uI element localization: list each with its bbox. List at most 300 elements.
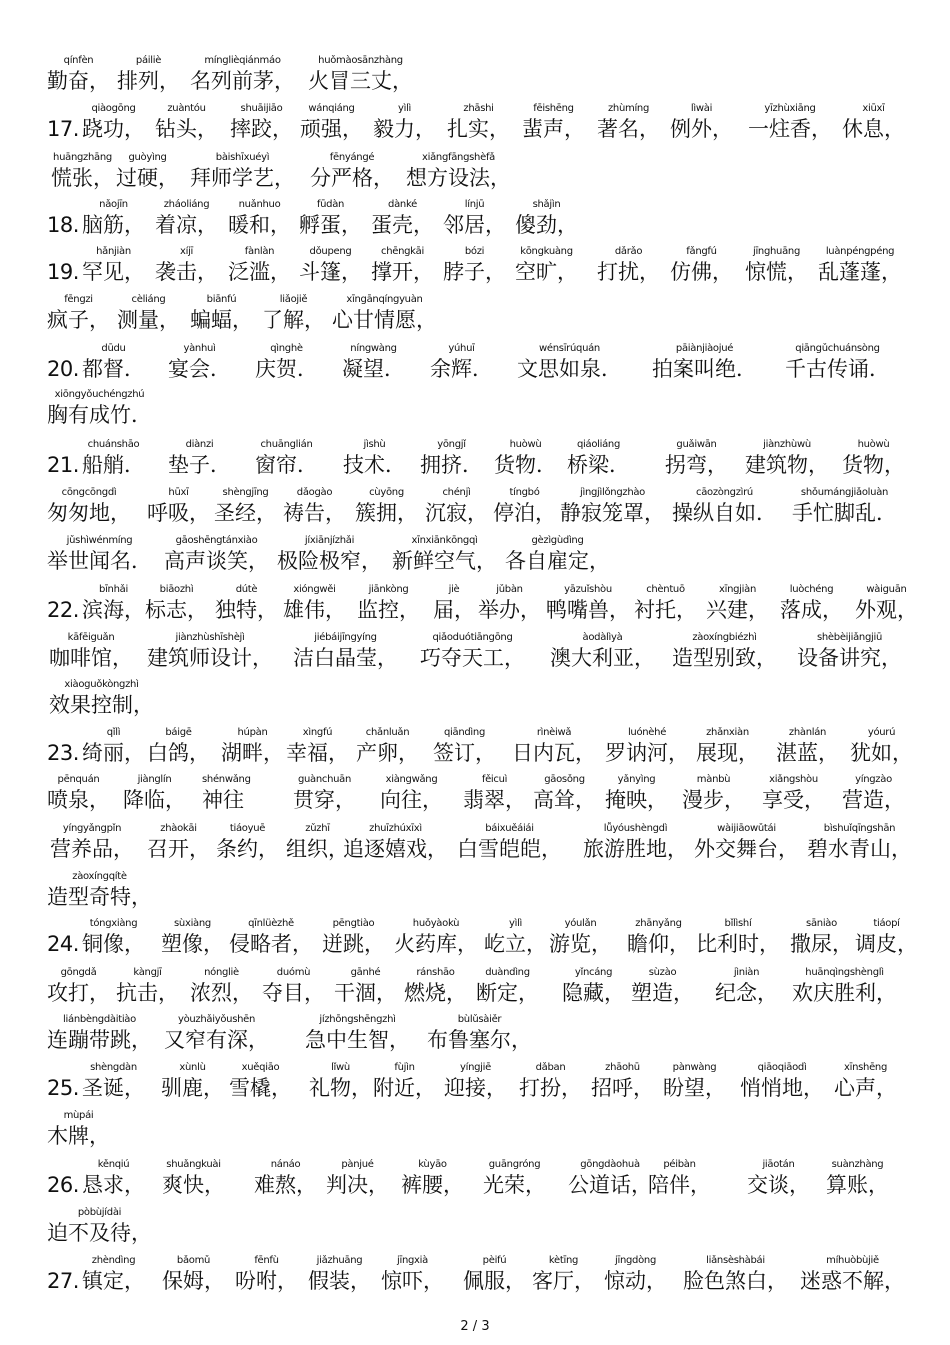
vocab-word [147, 823, 210, 861]
vocab-word [672, 487, 777, 525]
vocab-word [696, 918, 780, 956]
pinyin: jiànzhùwù [763, 439, 811, 450]
pinyin: kùyāo [418, 1159, 447, 1170]
vocab-word [560, 487, 665, 525]
item-number: 23. [47, 741, 79, 765]
vocab-word [116, 152, 179, 190]
pinyin: dǎban [535, 1062, 566, 1073]
vocab-word [404, 967, 467, 1005]
vocab-word [255, 343, 318, 381]
vocab-word [286, 727, 349, 765]
vocab-word [433, 584, 475, 622]
pinyin: zàoxíngqítè [72, 871, 127, 882]
vocab-word [785, 343, 890, 381]
vocab-word [549, 918, 612, 956]
vocab-word [229, 1062, 292, 1100]
hanzi: 蜚声， [522, 117, 585, 141]
pinyin: lǚyóushèngdì [603, 823, 668, 834]
pinyin: shèngdàn [90, 1062, 137, 1073]
pinyin: rìnèiwǎ [536, 727, 572, 738]
hanzi: 拐弯， [665, 453, 728, 477]
vocab-word [842, 103, 905, 141]
vocab-word [82, 584, 145, 622]
vocab-word [380, 774, 443, 812]
pinyin: xiàoguǒkòngzhì [64, 679, 139, 690]
vocab-word [164, 1014, 269, 1052]
pinyin: fēnfù [254, 1255, 279, 1266]
pinyin: huòwù [857, 439, 890, 450]
pinyin: shuǎngkuài [166, 1159, 221, 1170]
pinyin: fànlàn [244, 246, 275, 257]
hanzi: 降临， [123, 788, 186, 812]
hanzi: 白雪皑皑， [457, 837, 562, 861]
hanzi: 孵蛋， [299, 213, 362, 237]
pinyin: pòbùjídài [77, 1207, 122, 1218]
text-line [0, 1197, 950, 1245]
pinyin: huǒmàosānzhàng [318, 55, 403, 66]
pinyin: yāzuǐshòu [564, 584, 612, 595]
vocab-word [605, 727, 689, 765]
hanzi: 难熬， [254, 1173, 317, 1197]
hanzi: 附近， [373, 1076, 436, 1100]
vocab-word [807, 823, 912, 861]
vocab-word [299, 246, 362, 284]
vocab-word [463, 774, 526, 812]
hanzi: 泛滥， [228, 260, 291, 284]
hanzi: 光荣， [483, 1173, 546, 1197]
vocab-word [792, 967, 897, 1005]
vocab-word [262, 967, 325, 1005]
hanzi: 塑像， [161, 932, 224, 956]
pinyin: fěicuì [481, 774, 508, 785]
vocab-word [745, 246, 808, 284]
hanzi: 掩映， [605, 788, 668, 812]
pinyin: guāngróng [488, 1159, 541, 1170]
hanzi: 窗帘． [255, 453, 318, 477]
pinyin: duàndìng [485, 967, 530, 978]
hanzi: 日内瓦， [512, 741, 596, 765]
hanzi: 撑开， [371, 260, 434, 284]
vocab-word [522, 103, 585, 141]
vocab-word [604, 1255, 667, 1293]
pinyin: qiāngǔchuánsòng [795, 343, 880, 354]
vocab-word [343, 439, 406, 477]
text-line [0, 957, 950, 1005]
hanzi: 驯鹿， [161, 1076, 224, 1100]
hanzi: 神往 [202, 788, 244, 812]
vocab-word [493, 487, 556, 525]
hanzi: 呼吸， [147, 501, 210, 525]
vocab-word [790, 918, 853, 956]
vocab-word [672, 632, 777, 670]
vocab-word [168, 343, 231, 381]
pinyin: jiāotán [762, 1159, 795, 1170]
pinyin: hǎnjiàn [96, 246, 131, 257]
text-line [0, 1004, 950, 1052]
hanzi: 余辉． [430, 357, 493, 381]
pinyin: qiāoqiāodì [757, 1062, 807, 1073]
pinyin: báixuěáiái [485, 823, 534, 834]
vocab-word [663, 1062, 726, 1100]
hanzi: 千古传诵． [785, 357, 890, 381]
hanzi: 顽强， [300, 117, 363, 141]
hanzi: 鸭嘴兽， [546, 598, 630, 622]
pinyin: cùyōng [369, 487, 404, 498]
hanzi: 名列前茅， [190, 69, 295, 93]
vocab-word [155, 103, 218, 141]
vocab-word [665, 439, 728, 477]
pinyin: chénjì [442, 487, 471, 498]
hanzi: 急中生智， [305, 1028, 410, 1052]
hanzi: 外交舞台， [694, 837, 799, 861]
vocab-word [343, 823, 448, 861]
vocab-word [494, 439, 557, 477]
hanzi: 圣诞， [82, 1076, 145, 1100]
pinyin: xìngfú [302, 727, 333, 738]
vocab-word [47, 389, 152, 427]
hanzi: 惊动， [604, 1269, 667, 1293]
pinyin: mànbù [696, 774, 731, 785]
pinyin: fēngzi [64, 294, 93, 305]
hanzi: 摔跤， [230, 117, 293, 141]
vocab-word [47, 967, 110, 1005]
hanzi: 布鲁塞尔， [427, 1028, 532, 1052]
hanzi: 手忙脚乱． [792, 501, 897, 525]
hanzi: 幸福， [286, 741, 349, 765]
pinyin: jiǎzhuāng [316, 1255, 363, 1266]
pinyin: qínfèn [63, 55, 94, 66]
pinyin: kāfēiguǎn [67, 632, 115, 643]
text-line [0, 429, 950, 477]
pinyin: mùpái [63, 1110, 94, 1121]
hanzi: 测量， [117, 308, 180, 332]
pinyin: xíjī [179, 246, 194, 257]
vocab-word [776, 727, 839, 765]
pinyin: bīnhǎi [99, 584, 128, 595]
vocab-word [221, 727, 284, 765]
hanzi: 享受， [762, 788, 825, 812]
pinyin: wénsīrúquán [539, 343, 600, 354]
pinyin: yǎnyìng [617, 774, 656, 785]
vocab-word [568, 1159, 652, 1197]
vocab-word [406, 152, 511, 190]
text-line [0, 717, 950, 765]
pinyin: zhānyǎng [635, 918, 682, 929]
text-line [0, 1052, 950, 1100]
vocab-word [286, 823, 349, 861]
hanzi: 凝望． [342, 357, 405, 381]
vocab-word [82, 246, 145, 284]
hanzi: 一炷香， [748, 117, 832, 141]
hanzi: 扎实， [447, 117, 510, 141]
hanzi: 心声， [834, 1076, 897, 1100]
item-number: 20. [47, 357, 79, 381]
item-number: 27. [47, 1269, 79, 1293]
vocab-word [214, 487, 277, 525]
hanzi: 瞻仰， [627, 932, 690, 956]
vocab-word [305, 1014, 410, 1052]
pinyin: hūxī [168, 487, 189, 498]
vocab-word [254, 1159, 317, 1197]
hanzi: 文思如泉． [517, 357, 622, 381]
vocab-word [401, 1159, 464, 1197]
vocab-word [190, 55, 295, 93]
vocab-word [425, 487, 488, 525]
hanzi: 操纵自如． [672, 501, 777, 525]
pinyin: jìniàn [733, 967, 760, 978]
vocab-word [47, 294, 110, 332]
pinyin: yīzhùxiāng [764, 103, 816, 114]
vocab-word [591, 1062, 654, 1100]
hanzi: 浓烈， [190, 981, 253, 1005]
item-number: 21. [47, 453, 79, 477]
hanzi: 雄伟， [283, 598, 346, 622]
pinyin: nóngliè [204, 967, 239, 978]
pinyin: níngwàng [350, 343, 397, 354]
pinyin: fūdàn [316, 199, 345, 210]
pinyin: dànké [388, 199, 417, 210]
vocab-word [515, 199, 578, 237]
vocab-word [394, 918, 478, 956]
vocab-word [82, 918, 145, 956]
pinyin: luànpéngpéng [825, 246, 895, 257]
vocab-word [373, 1062, 436, 1100]
pinyin: pèifú [482, 1255, 507, 1266]
vocab-word [800, 1255, 905, 1293]
vocab-word [51, 152, 114, 190]
pinyin: xīnshēng [843, 1062, 888, 1073]
vocab-word [648, 1159, 711, 1197]
vocab-word [82, 103, 145, 141]
vocab-word [300, 103, 363, 141]
hanzi: 产卵， [356, 741, 419, 765]
hanzi: 拍案叫绝． [652, 357, 757, 381]
hanzi: 举办， [478, 598, 541, 622]
pinyin: wàiguān [866, 584, 907, 595]
text-line [0, 142, 950, 190]
pinyin: kètīng [548, 1255, 579, 1266]
pinyin: àodàlìyà [582, 632, 623, 643]
pinyin: mínglièqiánmáo [204, 55, 281, 66]
pinyin: nánáo [270, 1159, 301, 1170]
vocab-word [842, 774, 905, 812]
hanzi: 招呼， [591, 1076, 654, 1100]
text-line [0, 45, 950, 93]
text-line [0, 622, 950, 670]
vocab-word [631, 967, 694, 1005]
pinyin: lǐwù [331, 1062, 350, 1073]
vocab-word [740, 1062, 824, 1100]
hanzi: 追逐嬉戏， [343, 837, 448, 861]
pinyin: yíngzào [855, 774, 892, 785]
vocab-word [82, 1255, 145, 1293]
pinyin: liǎnsèshàbái [706, 1255, 765, 1266]
pinyin: xīnxiānkōngqì [411, 535, 478, 546]
vocab-word [546, 584, 630, 622]
pinyin: yíngyǎngpǐn [62, 823, 122, 834]
hanzi: 乱蓬蓬， [818, 260, 902, 284]
vocab-word [293, 632, 398, 670]
vocab-word [162, 1255, 225, 1293]
vocab-word [47, 774, 110, 812]
vocab-word [50, 823, 134, 861]
pinyin: liánbèngdàitiào [63, 1014, 136, 1025]
pinyin: zhànlán [788, 727, 827, 738]
hanzi: 攻打， [47, 981, 110, 1005]
vocab-word [308, 55, 413, 93]
pinyin: jìngjìlǒngzhào [579, 487, 645, 498]
vocab-word [147, 632, 273, 670]
vocab-word [355, 487, 418, 525]
hanzi: 算账， [826, 1173, 889, 1197]
page-number: 2 / 3 [460, 1319, 490, 1334]
pinyin: húpàn [237, 727, 268, 738]
pinyin: zhǎnxiàn [706, 727, 749, 738]
vocab-word [47, 55, 110, 93]
vocab-word [818, 246, 902, 284]
vocab-word [147, 727, 210, 765]
pinyin: páiliè [135, 55, 162, 66]
hanzi: 迎接， [444, 1076, 507, 1100]
pinyin: jiànglín [137, 774, 172, 785]
vocab-word [299, 199, 362, 237]
hanzi: 著名， [597, 117, 660, 141]
hanzi: 镇定， [82, 1269, 145, 1293]
text-line [0, 574, 950, 622]
vocab-word [47, 1014, 152, 1052]
vocab-word [484, 918, 547, 956]
hanzi: 贯穿， [293, 788, 356, 812]
pinyin: xùnlù [179, 1062, 206, 1073]
hanzi: 假装， [308, 1269, 371, 1293]
hanzi: 袭击， [155, 260, 218, 284]
pinyin: jǔshìwénmíng [66, 535, 133, 546]
vocab-word [168, 439, 231, 477]
pinyin: dǒupeng [309, 246, 352, 257]
vocab-word [427, 1014, 532, 1052]
vocab-word [792, 487, 897, 525]
hanzi: 召开， [147, 837, 210, 861]
pinyin: shèngjīng [222, 487, 269, 498]
hanzi: 白鸽， [147, 741, 210, 765]
pinyin: dūdu [101, 343, 126, 354]
hanzi: 蛋壳， [371, 213, 434, 237]
hanzi: 犹如， [850, 741, 913, 765]
hanzi: 桥梁． [567, 453, 630, 477]
pinyin: jiè [448, 584, 460, 595]
vocab-word [190, 152, 295, 190]
pinyin: yúhuī [448, 343, 475, 354]
vocab-word [164, 535, 269, 573]
hanzi: 举世闻名． [47, 549, 152, 573]
vocab-word [255, 439, 318, 477]
hanzi: 燃烧， [404, 981, 467, 1005]
hanzi: 漫步， [682, 788, 745, 812]
pinyin: biāozhì [159, 584, 194, 595]
hanzi: 胸有成竹． [47, 403, 152, 427]
vocab-word [682, 774, 745, 812]
vocab-word [780, 584, 843, 622]
vocab-word [155, 199, 218, 237]
pinyin: duómù [276, 967, 311, 978]
text-line [0, 189, 950, 237]
vocab-word [381, 1255, 444, 1293]
vocab-word [443, 199, 506, 237]
hanzi: 慌张， [51, 166, 114, 190]
hanzi: 罕见， [82, 260, 145, 284]
hanzi: 抗击， [116, 981, 179, 1005]
hanzi: 技术． [343, 453, 406, 477]
pinyin: pāiànjiàojué [675, 343, 734, 354]
hanzi: 罗讷河， [605, 741, 689, 765]
vocab-word [670, 246, 733, 284]
pinyin: fēishēng [533, 103, 574, 114]
pinyin: péibàn [663, 1159, 696, 1170]
text-line [0, 1100, 950, 1148]
hanzi: 撒尿， [790, 932, 853, 956]
hanzi: 湛蓝， [776, 741, 839, 765]
vocab-word [826, 1159, 889, 1197]
vocab-word [532, 1255, 595, 1293]
hanzi: 圣经， [214, 501, 277, 525]
vocab-word [597, 246, 660, 284]
pinyin: huòwù [509, 439, 542, 450]
hanzi: 脖子， [443, 260, 506, 284]
vocab-word [202, 774, 251, 812]
vocab-word [505, 535, 610, 573]
pinyin: fùjìn [394, 1062, 415, 1073]
hanzi: 船艄． [82, 453, 145, 477]
pinyin: dǎrǎo [614, 246, 643, 257]
hanzi: 侵略者， [229, 932, 313, 956]
pinyin: guànchuān [297, 774, 352, 785]
vocab-word [696, 727, 759, 765]
hanzi: 邻居， [443, 213, 506, 237]
hanzi: 极险极窄， [277, 549, 382, 573]
pinyin: chèntuō [646, 584, 685, 595]
hanzi: 公道话， [568, 1173, 652, 1197]
pinyin: huǒyàokù [412, 918, 460, 929]
vocab-word [745, 439, 829, 477]
vocab-word [517, 343, 622, 381]
hanzi: 营养品， [50, 837, 134, 861]
pinyin: dútè [235, 584, 258, 595]
pinyin: huānqìngshènglì [805, 967, 884, 978]
pinyin: xiǎngfāngshèfǎ [422, 152, 495, 163]
pinyin: shǎjìn [532, 199, 561, 210]
hanzi: 衬托， [634, 598, 697, 622]
hanzi: 标志， [145, 598, 208, 622]
vocab-word [457, 823, 562, 861]
pinyin: gānhé [350, 967, 381, 978]
pinyin: xuěqiāo [241, 1062, 280, 1073]
vocab-word [82, 439, 145, 477]
hanzi: 空旷， [515, 260, 578, 284]
pinyin: yìlì [397, 103, 412, 114]
pinyin: bìshuǐqīngshān [823, 823, 896, 834]
item-number: 18. [47, 213, 79, 237]
pinyin: jīnghuāng [752, 246, 801, 257]
vocab-word [748, 103, 832, 141]
pinyin: qiǎoduótiāngōng [432, 632, 513, 643]
pinyin: jīngdòng [615, 1255, 656, 1266]
vocab-word [310, 152, 394, 190]
pinyin: chēngkāi [381, 246, 424, 257]
hanzi: 货物． [494, 453, 557, 477]
pinyin: yóulǎn [564, 918, 597, 929]
pinyin: zàoxíngbiézhì [692, 632, 757, 643]
vocab-word [147, 487, 210, 525]
